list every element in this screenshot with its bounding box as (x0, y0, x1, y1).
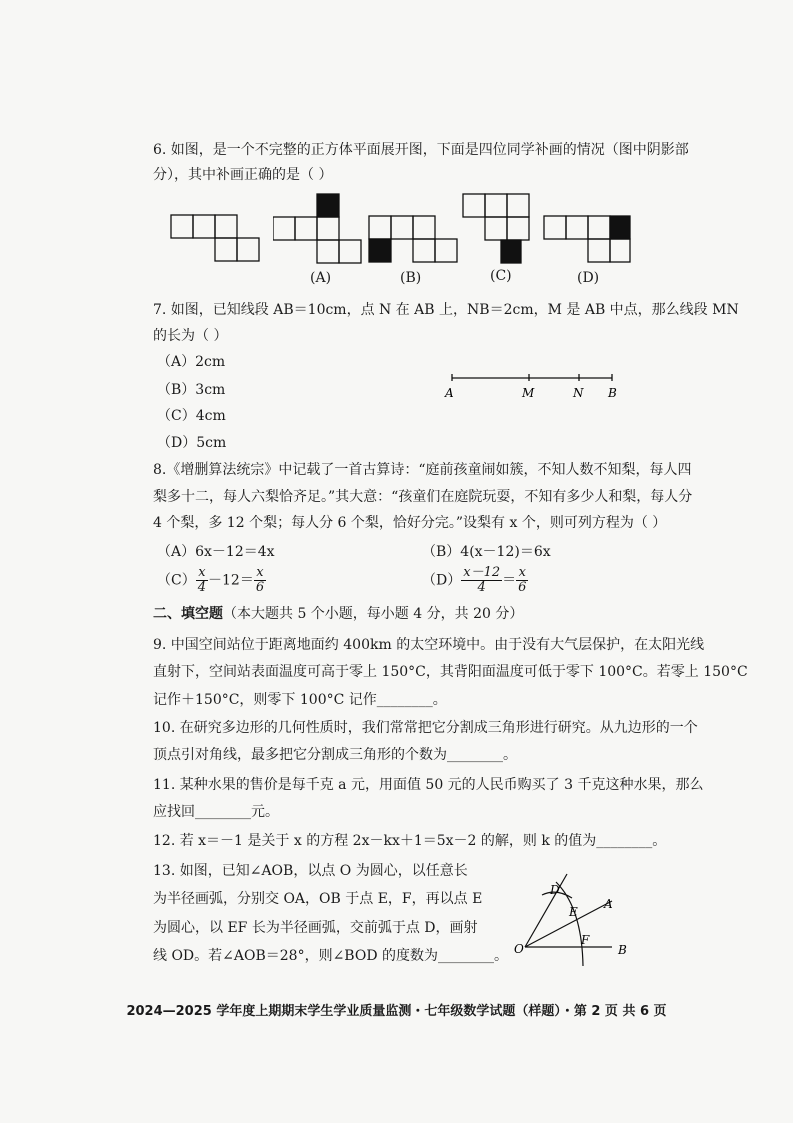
fraction-numerator: x (516, 566, 528, 581)
fraction-denominator: 6 (518, 580, 527, 595)
q8-option-b: （B）4(x－12)＝6x (422, 544, 551, 560)
q8-option-c-prefix: （C） (157, 572, 196, 589)
fraction-numerator: x (254, 566, 266, 581)
q9-text-line3: 记作＋150°C，则零下 100°C 记作________。 (153, 692, 447, 708)
q13-label-o: O (514, 942, 524, 956)
q6-net-option-d (543, 211, 635, 267)
q11-text-line2: 应找回________元。 (153, 804, 279, 820)
q13-angle-construction (512, 858, 642, 970)
q6-caption-c: (C) (490, 268, 512, 284)
q9-text-line2: 直射下，空间站表面温度可高于零上 150°C，其背阳面温度可低于零下 100°C。若零上 150°C (153, 664, 748, 680)
q7-segment-figure (440, 368, 630, 402)
q13-text-line3: 为圆心，以 EF 长为半径画弧，交前弧于点 D，画射 (153, 920, 478, 936)
section-title: 二、填空题 (153, 606, 223, 622)
q7-label-a: A (445, 386, 454, 400)
q8-option-c (157, 566, 266, 595)
section-note: （本大题共 5 个小题，每小题 4 分，共 20 分） (223, 606, 524, 622)
q6-caption-a: (A) (310, 270, 332, 286)
q6-caption-d: (D) (577, 270, 600, 286)
q13-label-f: F (581, 933, 590, 947)
q7-text-line2: 的长为（ ） (153, 328, 228, 344)
q8-text-line1: 8.《增删算法统宗》中记载了一首古算诗：“庭前孩童闹如簇，不知人数不知梨，每人四 (153, 462, 692, 478)
q8-option-c-fraction-2 (254, 566, 266, 595)
q6-caption-b: (B) (400, 270, 422, 286)
q7-option-b: （B）3cm (157, 382, 226, 398)
q8-option-c-fraction-1 (196, 566, 208, 595)
q8-option-d-fraction-2 (516, 566, 528, 595)
q7-label-n: N (573, 386, 584, 400)
fraction-numerator: x－12 (463, 565, 501, 580)
q7-option-c: （C）4cm (157, 408, 226, 424)
q7-label-b: B (608, 386, 617, 400)
q8-option-d-middle: ＝ (502, 572, 517, 589)
q8-option-a: （A）6x－12＝4x (157, 544, 275, 560)
q6-net-base (170, 210, 265, 266)
q13-text-line1: 13. 如图，已知∠AOB，以点 O 为圆心，以任意长 (153, 863, 468, 879)
q13-text-line2: 为半径画弧，分别交 OA，OB 于点 E，F，再以点 E (153, 891, 483, 907)
q6-text-line2: 分），其中补画正确的是（ ） (153, 167, 333, 183)
q8-option-d (422, 566, 528, 595)
q8-text-line2: 梨多十二，每人六梨恰齐足。”其大意：“孩童们在庭院玩耍，不知有多少人和梨，每人分 (153, 489, 693, 505)
q6-net-option-b (368, 211, 460, 267)
q6-net-option-a (273, 193, 365, 267)
q8-option-d-prefix: （D） (422, 572, 462, 589)
fraction-denominator: 6 (255, 580, 265, 595)
q13-label-a: A (604, 897, 613, 911)
section-heading (153, 604, 523, 624)
q7-option-d: （D）5cm (157, 435, 227, 451)
q6-text-line1: 6. 如图，是一个不完整的正方体平面展开图，下面是四位同学补画的情况（图中阴影部 (153, 142, 689, 158)
q13-label-b: B (618, 943, 627, 957)
page-footer: 2024—2025 学年度上期期末学生学业质量监测・七年级数学试题（样题）・第 2 页 共 6 页 (126, 1004, 667, 1019)
fraction-numerator: x (196, 566, 208, 581)
q13-text-line4: 线 OD。若∠AOB＝28°，则∠BOD 的度数为________。 (153, 948, 509, 964)
q7-text-line1: 7. 如图，已知线段 AB＝10cm，点 N 在 AB 上，NB＝2cm，M 是 AB 中点，那么线段 MN (153, 302, 739, 318)
q10-text-line1: 10. 在研究多边形的几何性质时，我们常常把它分割成三角形进行研究。从九边形的一个 (153, 720, 698, 736)
q12-text-line1: 12. 若 x＝－1 是关于 x 的方程 2x－kx＋1＝5x－2 的解，则 k 的值为________。 (153, 833, 667, 849)
q8-option-c-middle: －12＝ (208, 572, 254, 589)
q10-text-line2: 顶点引对角线，最多把它分割成三角形的个数为________。 (153, 747, 517, 763)
q9-text-line1: 9. 中国空间站位于距离地面约 400km 的太空环境中。由于没有大气层保护，在太阳光线 (153, 637, 705, 653)
q11-text-line1: 11. 某种水果的售价是每千克 a 元，用面值 50 元的人民币购买了 3 千克这种水果，那么 (153, 777, 704, 793)
fraction-denominator: 4 (197, 580, 206, 595)
q7-option-a: （A）2cm (157, 354, 226, 370)
q13-label-d: D (550, 883, 560, 897)
q7-label-m: M (522, 386, 535, 400)
q6-net-option-c (462, 192, 542, 267)
q8-option-d-fraction-1 (461, 566, 502, 595)
q13-label-e: E (569, 905, 578, 919)
fraction-denominator: 4 (477, 580, 486, 595)
q8-text-line3: 4 个梨，多 12 个梨；每人分 6 个梨，恰好分完。”设梨有 x 个，则可列方程为（ ） (153, 515, 667, 531)
